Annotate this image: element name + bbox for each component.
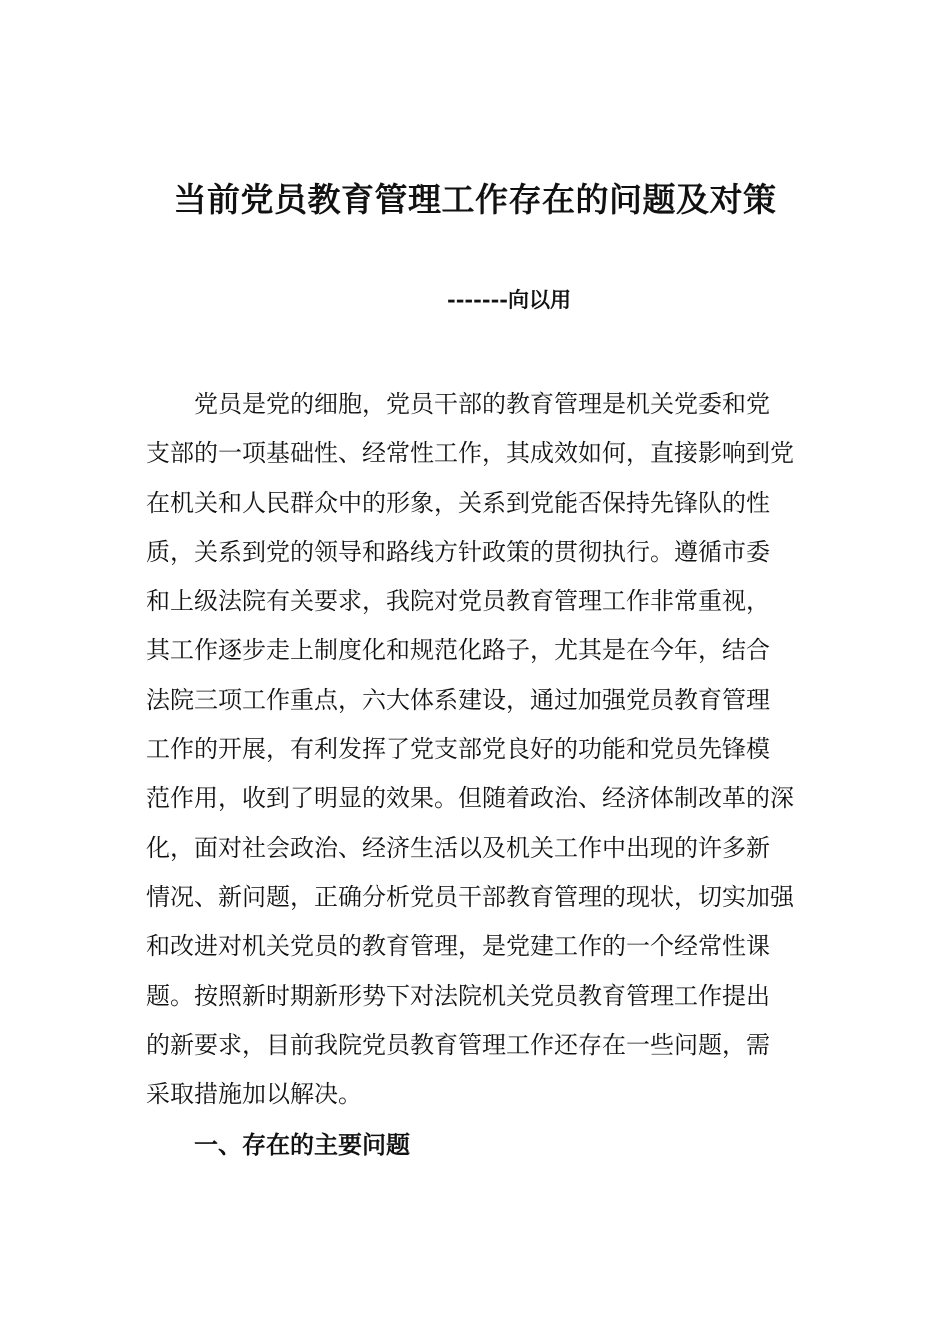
- paragraph-line: 工作的开展，有利发挥了党支部党良好的功能和党员先锋模: [146, 735, 770, 764]
- paragraph-line: 采取措施加以解决。: [146, 1080, 362, 1109]
- paragraph-line: 党员是党的细胞，党员干部的教育管理是机关党委和党: [194, 390, 770, 418]
- paragraph-line: 在机关和人民群众中的形象，关系到党能否保持先锋队的性: [146, 488, 770, 517]
- paragraph-line: 和上级法院有关要求，我院对党员教育管理工作非常重视，: [146, 587, 770, 616]
- author-line: -------向以用: [447, 287, 572, 312]
- paragraph-line: 化，面对社会政治、经济生活以及机关工作中出现的许多新: [146, 833, 770, 862]
- document-title: 当前党员教育管理工作存在的问题及对策: [173, 180, 777, 219]
- paragraph-line: 支部的一项基础性、经常性工作，其成效如何，直接影响到党: [146, 439, 794, 468]
- paragraph-line: 和改进对机关党员的教育管理，是党建工作的一个经常性课: [146, 932, 770, 961]
- body-paragraph: [146, 380, 810, 1119]
- paragraph-line: 法院三项工作重点，六大体系建设，通过加强党员教育管理: [146, 685, 770, 714]
- paragraph-line: 情况、新问题，正确分析党员干部教育管理的现状，切实加强: [146, 882, 794, 911]
- paragraph-line: 质，关系到党的领导和路线方针政策的贯彻执行。遵循市委: [146, 537, 770, 566]
- section-heading: 一、存在的主要问题: [194, 1130, 410, 1159]
- paragraph-line: 的新要求，目前我院党员教育管理工作还存在一些问题，需: [146, 1030, 770, 1059]
- paragraph-line: 题。按照新时期新形势下对法院机关党员教育管理工作提出: [146, 981, 770, 1010]
- paragraph-line: 范作用，收到了明显的效果。但随着政治、经济体制改革的深: [146, 784, 794, 813]
- paragraph-line: 其工作逐步走上制度化和规范化路子，尤其是在今年，结合: [146, 636, 770, 665]
